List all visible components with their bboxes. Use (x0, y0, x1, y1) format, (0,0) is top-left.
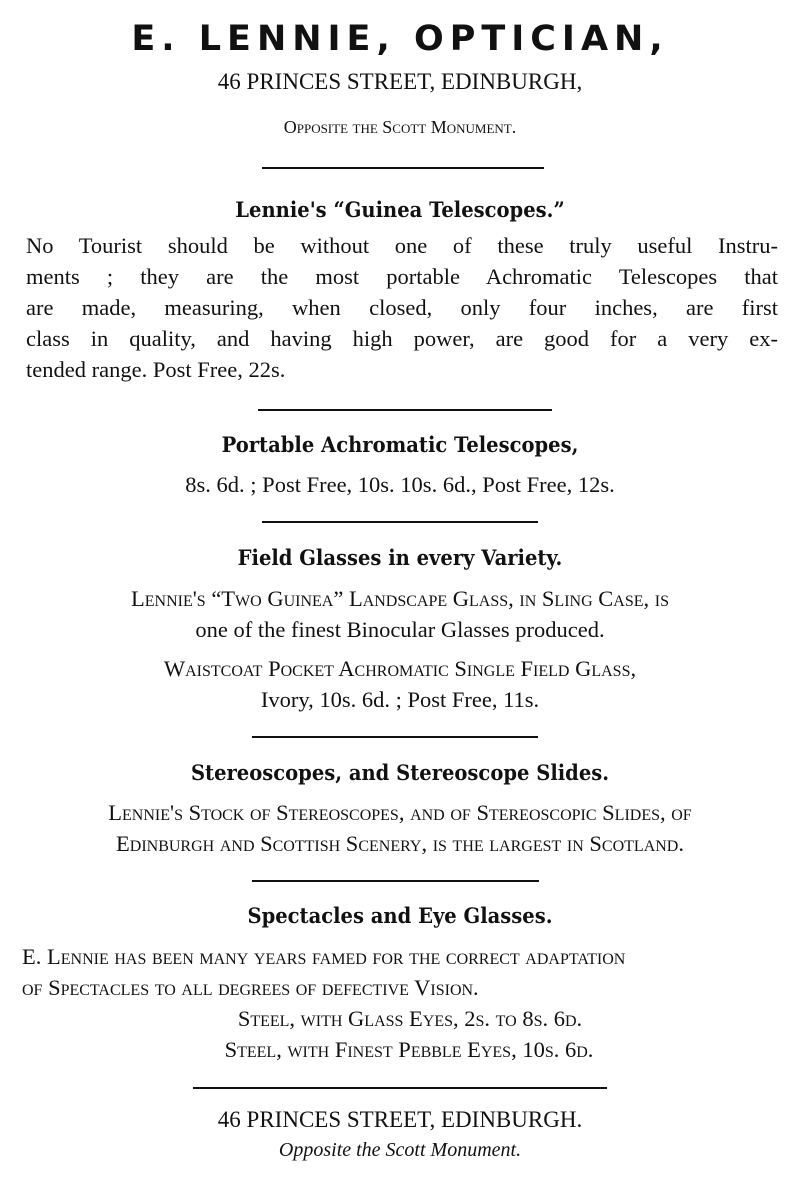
spectacles-price: Steel, with Glass Eyes, 2s. to 8s. 6d. (237, 1006, 583, 1031)
guinea-line: class in quality, and having high power, are good for a very ex- (26, 326, 778, 351)
spectacles-line: of Spectacles to all degrees of defective Vision. (22, 975, 479, 1000)
stereo-body (22, 797, 778, 859)
field-body-waistcoat (24, 653, 776, 715)
divider (252, 880, 539, 882)
guinea-body (26, 230, 778, 385)
spectacles-price: Steel, with Finest Pebble Eyes, 10s. 6d. (224, 1037, 594, 1062)
divider (262, 521, 538, 523)
guinea-line: tended range. Post Free, 22s. (26, 357, 286, 382)
divider (193, 1087, 607, 1089)
footer-address: 46 PRINCES STREET, EDINBURGH. (217, 1107, 583, 1132)
portable-prices: 8s. 6d. ; Post Free, 10s. 10s. 6d., Post Free, 12s. (185, 472, 615, 497)
spectacles-heading: Spectacles and Eye Glasses. (247, 903, 553, 928)
divider (258, 409, 552, 411)
field-line: Lennie's “Two Guinea” Landscape Glass, in Sling Case, is (131, 586, 669, 611)
spectacles-line: E. Lennie has been many years famed for the correct adaptation (22, 944, 626, 969)
spectacles-body (22, 941, 778, 1003)
header-address: 46 PRINCES STREET, EDINBURGH, (217, 69, 583, 94)
guinea-line: are made, measuring, when closed, only four inches, are first (26, 295, 778, 320)
divider (262, 167, 544, 169)
field-line: Ivory, 10s. 6d. ; Post Free, 11s. (260, 687, 540, 712)
field-body (24, 583, 776, 645)
page-title: E. LENNIE, OPTICIAN, (131, 19, 669, 59)
guinea-line: ments ; they are the most portable Achromatic Telescopes that (26, 264, 778, 289)
guinea-line: No Tourist should be without one of these truly useful Instru- (26, 233, 778, 258)
field-heading: Field Glasses in every Variety. (237, 545, 563, 570)
header-opposite: Opposite the Scott Monument. (283, 117, 517, 137)
footer-opposite: Opposite the Scott Monument. (278, 1139, 522, 1161)
divider (252, 736, 538, 738)
stereo-line: Lennie's Stock of Stereoscopes, and of Stereoscopic Slides, of (108, 800, 692, 825)
stereo-line: Edinburgh and Scottish Scenery, is the largest in Scotland. (116, 831, 684, 856)
stereo-heading: Stereoscopes, and Stereoscope Slides. (190, 760, 610, 785)
portable-heading: Portable Achromatic Telescopes, (221, 432, 579, 457)
field-line: Waistcoat Pocket Achromatic Single Field Glass, (163, 656, 637, 681)
guinea-heading: Lennie's “Guinea Telescopes.” (235, 197, 565, 222)
spectacles-prices (0, 1003, 800, 1065)
field-line: one of the finest Binocular Glasses produced. (195, 617, 605, 642)
